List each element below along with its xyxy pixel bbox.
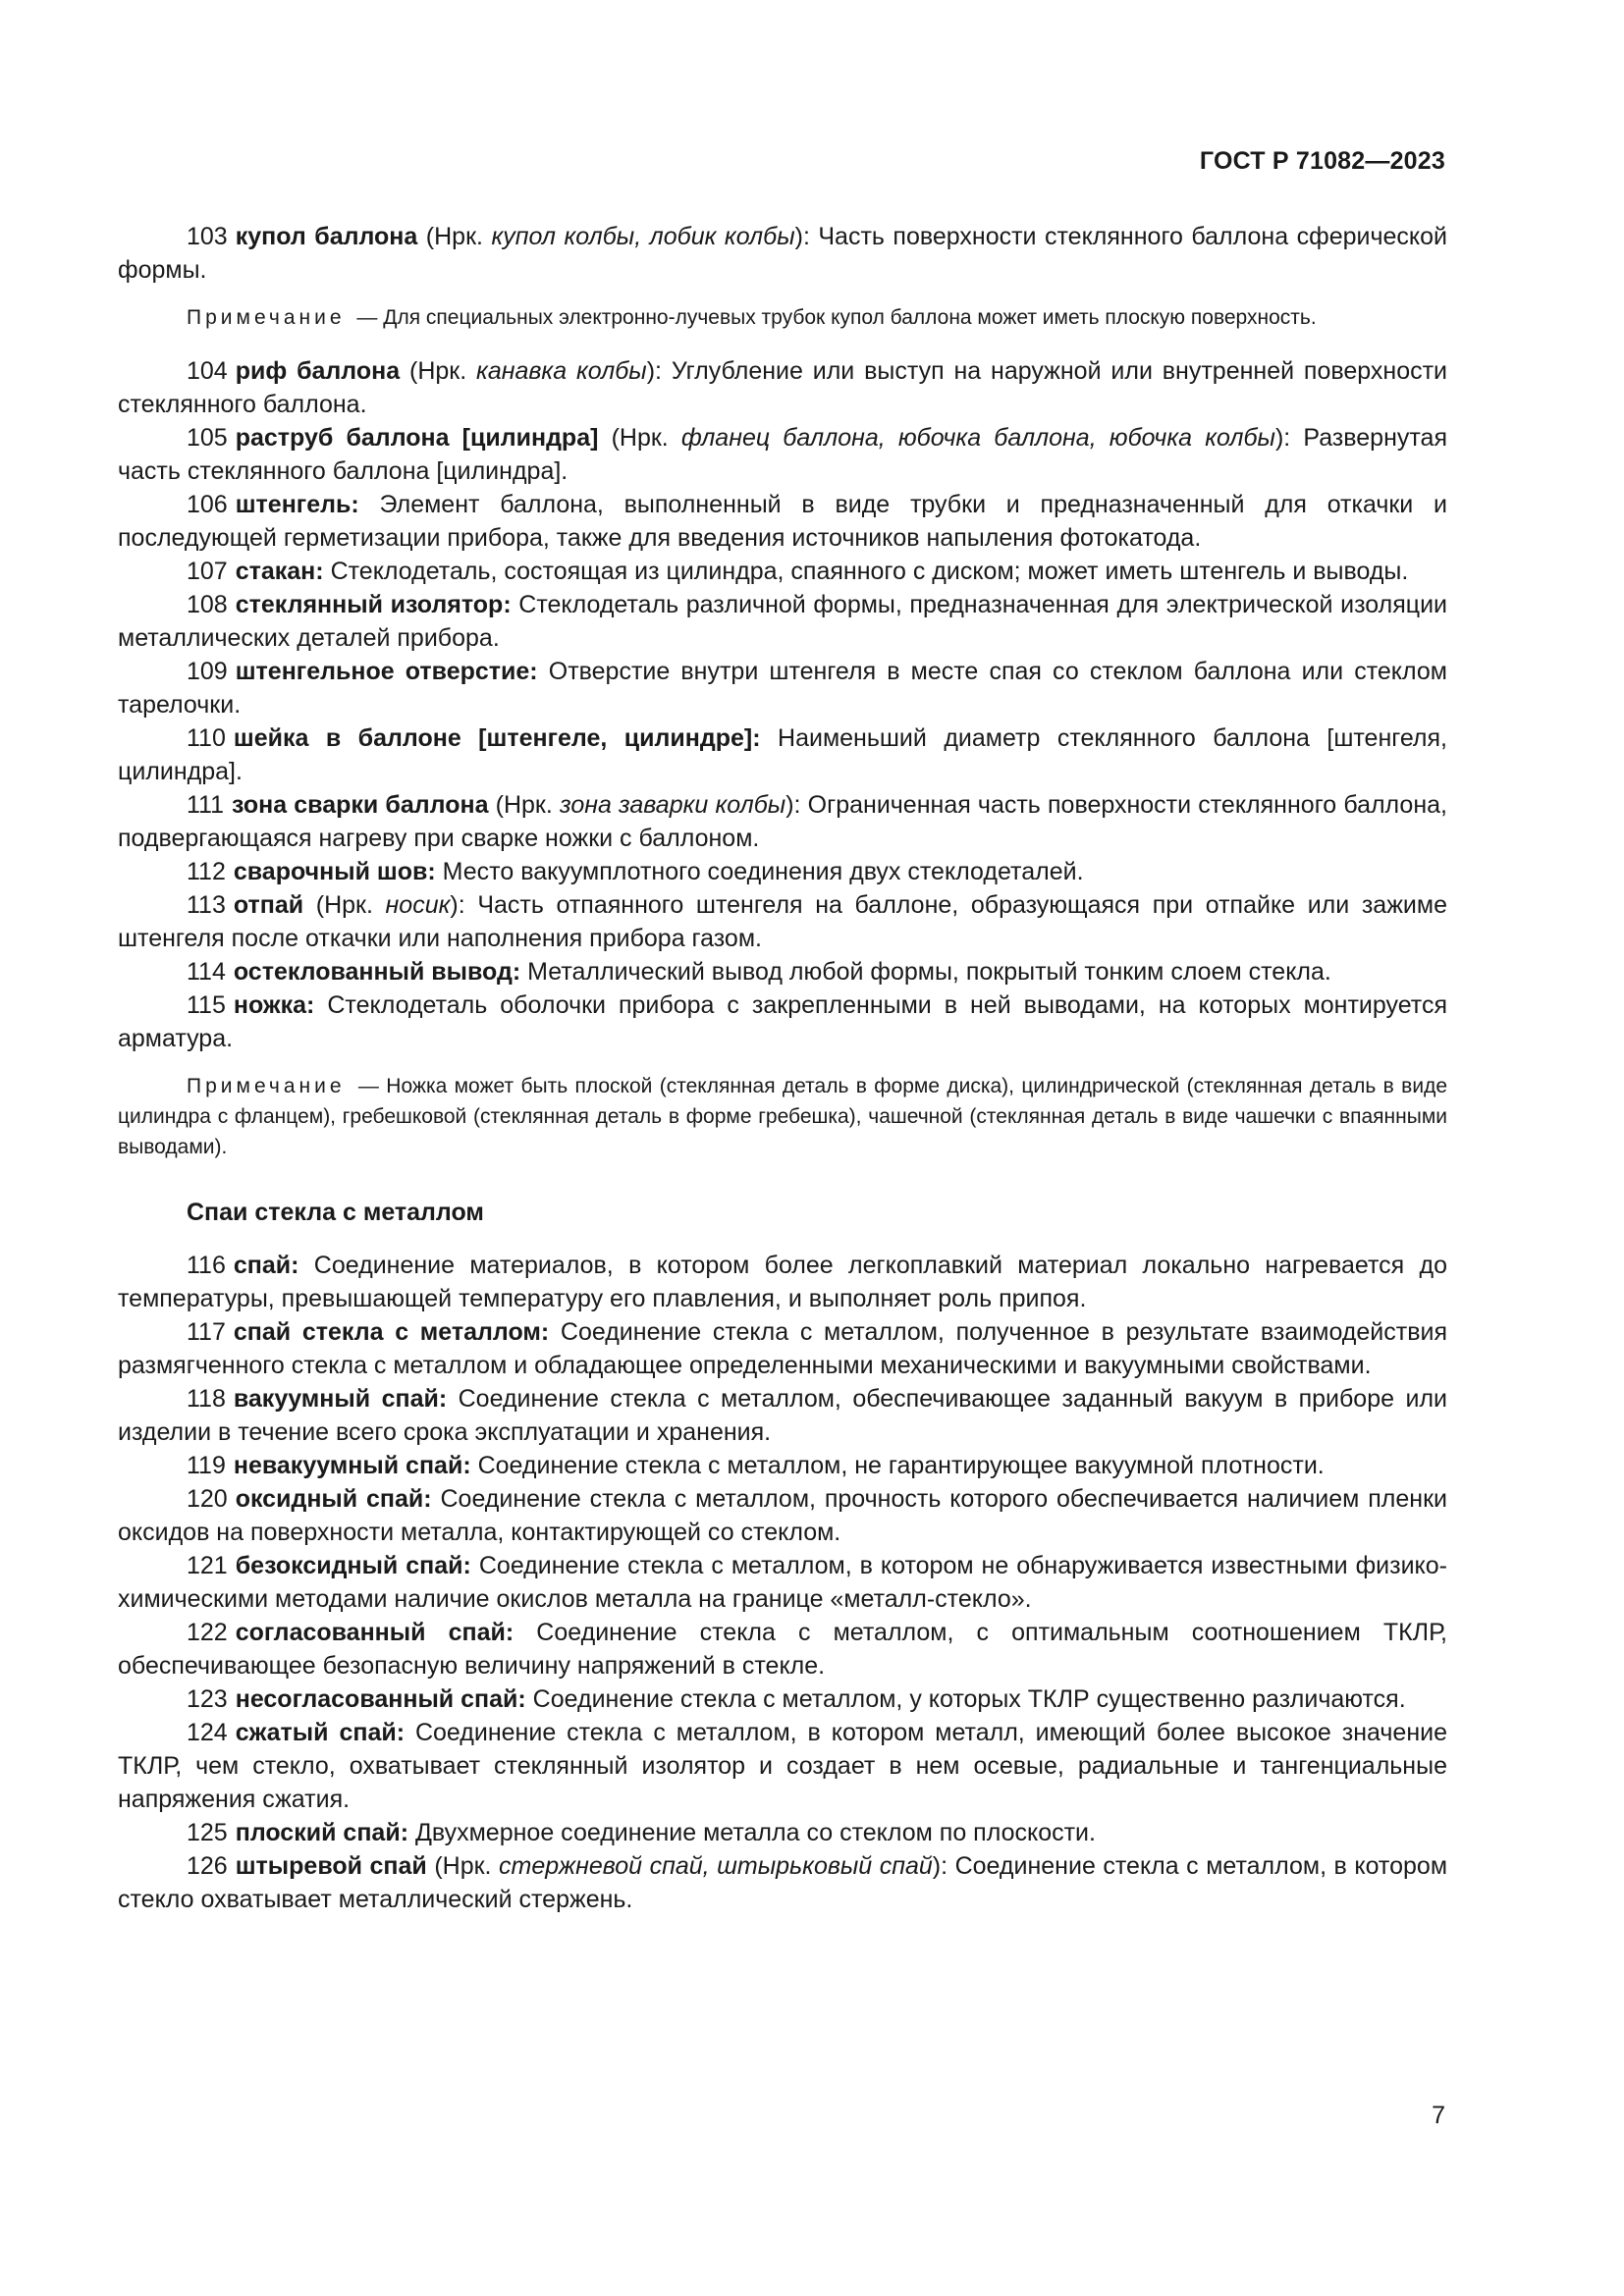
term-number: 111: [187, 791, 225, 819]
term-entry: [118, 1315, 1447, 1382]
term-definition: Соединение стекла с металлом, полученное в результате взаимодействия размягченного стекла с металлом и обладающее определенными механическими и вакуумными свойствами.: [118, 1318, 1447, 1379]
term-nonrecommended-prefix: (Нрк.: [303, 891, 386, 919]
term-name: невакуумный спай:: [233, 1452, 471, 1479]
term-name: штыревой спай: [235, 1852, 427, 1880]
entries-group-b: [118, 354, 1447, 1055]
term-name: штенгельное отверстие:: [235, 658, 538, 685]
term-name: спай:: [233, 1252, 299, 1279]
note-2-dash: —: [357, 1075, 379, 1097]
term-nonrecommended: фланец баллона, юбочка баллона, юбочка колбы: [680, 424, 1275, 452]
term-nonrecommended: стержневой спай, штырьковый спай: [499, 1852, 933, 1880]
term-definition: Соединение стекла с металлом, обеспечивающее заданный вакуум в приборе или изделии в течение всего срока эксплуатации и хранения.: [118, 1385, 1447, 1446]
term-number: 116: [187, 1252, 226, 1279]
term-name: сварочный шов:: [233, 858, 436, 885]
term-number: 114: [187, 958, 226, 986]
term-entry: [118, 555, 1447, 588]
term-nonrecommended-prefix: (Нрк.: [426, 1852, 500, 1880]
term-definition: Соединение стекла с металлом, у которых ТКЛР существенно различаются.: [525, 1685, 1406, 1713]
term-number: 119: [187, 1452, 226, 1479]
term-entry: [118, 788, 1447, 855]
term-name: безоксидный спай:: [235, 1552, 471, 1579]
term-entry: [118, 721, 1447, 788]
term-definition: ): Часть поверхности стеклянного баллона сферической формы.: [118, 223, 1447, 284]
term-entry: [118, 1382, 1447, 1449]
term-definition: Стеклодеталь различной формы, предназначенная для электрической изоляции металлических деталей прибора.: [118, 591, 1447, 652]
note-2-label: Примечание: [187, 1075, 346, 1097]
term-entry: [118, 354, 1447, 421]
term-definition: Соединение стекла с металлом, не гарантирующее вакуумной плотности.: [470, 1452, 1325, 1479]
term-number: 125: [187, 1819, 228, 1846]
term-number: 112: [187, 858, 226, 885]
term-nonrecommended-prefix: (Нрк.: [488, 791, 560, 819]
term-number: 122: [187, 1619, 228, 1646]
term-number: 121: [187, 1552, 228, 1579]
term-number: 104: [187, 357, 228, 385]
term-entry: [118, 1682, 1447, 1716]
term-entry: [118, 955, 1447, 988]
note-1-label: Примечание: [187, 306, 346, 329]
term-nonrecommended: канавка колбы: [476, 357, 647, 385]
term-definition: ): Ограниченная часть поверхности стеклянного баллона, подвергающаяся нагреву при сварке ножки с баллоном.: [118, 791, 1447, 852]
term-definition: ): Часть отпаянного штенгеля на баллоне, образующаяся при отпайке или зажиме штенгеля после откачки или наполнения прибора газом.: [118, 891, 1447, 952]
term-name: плоский спай:: [235, 1819, 409, 1846]
term-definition: Элемент баллона, выполненный в виде трубки и предназначенный для откачки и последующей герметизации прибора, также для введения источников напыления фотокатода.: [118, 491, 1447, 552]
term-nonrecommended-prefix: (Нрк.: [400, 357, 477, 385]
term-name: купол баллона: [235, 223, 418, 250]
term-number: 107: [187, 558, 228, 585]
term-definition: Двухмерное соединение металла со стеклом по плоскости.: [408, 1819, 1096, 1846]
term-number: 123: [187, 1685, 228, 1713]
term-entry: [118, 220, 1447, 287]
term-number: 120: [187, 1485, 228, 1513]
term-definition: Место вакуумплотного соединения двух стеклодеталей.: [435, 858, 1084, 885]
term-definition: Отверстие внутри штенгеля в месте спая со стеклом баллона или стеклом тарелочки.: [118, 658, 1447, 719]
note-1-dash: —: [356, 306, 378, 329]
term-name: шейка в баллоне [штенгеле, цилиндре]:: [233, 724, 761, 752]
term-name: спай стекла с металлом:: [233, 1318, 550, 1346]
note-1: [118, 302, 1447, 333]
term-name: сжатый спай:: [235, 1719, 406, 1746]
term-name: остеклованный вывод:: [233, 958, 521, 986]
term-number: 109: [187, 658, 228, 685]
term-number: 103: [187, 223, 228, 250]
term-number: 115: [187, 991, 226, 1019]
term-number: 110: [187, 724, 226, 752]
term-entry: [118, 1449, 1447, 1482]
term-name: риф баллона: [235, 357, 401, 385]
term-entry: [118, 1482, 1447, 1549]
term-definition: Соединение стекла с металлом, в котором не обнаруживается известными физико-химическими методами наличие окислов металла на границе «металл-стекло».: [118, 1552, 1447, 1613]
entries-group-a: [118, 220, 1447, 287]
term-entry: [118, 888, 1447, 955]
term-nonrecommended: носик: [385, 891, 451, 919]
term-nonrecommended-prefix: (Нрк.: [598, 424, 681, 452]
term-definition: Стеклодеталь, состоящая из цилиндра, спаянного с диском; может иметь штенгель и выводы.: [323, 558, 1409, 585]
term-name: отпай: [233, 891, 304, 919]
term-number: 113: [187, 891, 226, 919]
term-nonrecommended: купол колбы, лобик колбы: [491, 223, 795, 250]
note-1-text: Для специальных электронно-лучевых трубок купол баллона может иметь плоскую поверхность.: [383, 306, 1317, 329]
term-number: 118: [187, 1385, 226, 1413]
term-entry: [118, 1616, 1447, 1682]
term-entry: [118, 855, 1447, 888]
term-entry: [118, 655, 1447, 721]
section-heading: Спаи стекла с металлом: [187, 1199, 484, 1226]
term-entry: [118, 421, 1447, 488]
entries-group-c: [118, 1249, 1447, 1916]
term-definition: Стеклодеталь оболочки прибора с закрепленными в ней выводами, на которых монтируется арматура.: [118, 991, 1447, 1052]
term-definition: Соединение стекла с металлом, с оптимальным соотношением ТКЛР, обеспечивающее безопасную величину напряжений в стекле.: [118, 1619, 1447, 1680]
term-name: раструб баллона [цилиндра]: [235, 424, 599, 452]
term-name: стакан:: [235, 558, 324, 585]
term-entry: [118, 1716, 1447, 1816]
term-entry: [118, 1249, 1447, 1315]
term-number: 106: [187, 491, 228, 518]
term-definition: ): Развернутая часть стеклянного баллона [цилиндра].: [118, 424, 1447, 485]
term-name: согласованный спай:: [235, 1619, 514, 1646]
term-number: 105: [187, 424, 228, 452]
page-number: 7: [1432, 2102, 1445, 2129]
term-number: 124: [187, 1719, 228, 1746]
term-definition: Наименьший диаметр стеклянного баллона [штенгеля, цилиндра].: [118, 724, 1447, 785]
term-entry: [118, 988, 1447, 1055]
term-nonrecommended-prefix: (Нрк.: [417, 223, 492, 250]
term-definition: Металлический вывод любой формы, покрытый тонким слоем стекла.: [520, 958, 1331, 986]
term-definition: Соединение материалов, в котором более легкоплавкий материал локально нагревается до температуры, превышающей температуру его плавления, и выполняет роль припоя.: [118, 1252, 1447, 1312]
term-nonrecommended: зона заварки колбы: [559, 791, 786, 819]
term-entry: [118, 1816, 1447, 1849]
term-name: вакуумный спай:: [233, 1385, 448, 1413]
page-header-standard-number: ГОСТ Р 71082—2023: [1199, 147, 1445, 175]
term-definition: Соединение стекла с металлом, прочность которого обеспечивается наличием пленки оксидов на поверхности металла, контактирующей со стеклом.: [118, 1485, 1447, 1546]
term-name: несогласованный спай:: [235, 1685, 526, 1713]
document-body: [118, 220, 1447, 1916]
term-entry: [118, 588, 1447, 655]
term-name: зона сварки баллона: [232, 791, 489, 819]
note-2: [118, 1071, 1447, 1162]
term-definition: Соединение стекла с металлом, в котором металл, имеющий более высокое значение ТКЛР, чем стекло, охватывает стеклянный изолятор и создает в нем осевые, радиальные и тангенциальные напряжения сжатия.: [118, 1719, 1447, 1813]
term-name: ножка:: [233, 991, 315, 1019]
term-number: 126: [187, 1852, 228, 1880]
term-name: оксидный спай:: [235, 1485, 432, 1513]
term-definition: ): Углубление или выступ на наружной или внутренней поверхности стеклянного баллона.: [118, 357, 1448, 418]
term-name: штенгель:: [235, 491, 359, 518]
term-name: стеклянный изолятор:: [235, 591, 512, 618]
term-entry: [118, 488, 1447, 555]
term-number: 108: [187, 591, 228, 618]
term-entry: [118, 1849, 1447, 1916]
term-number: 117: [187, 1318, 226, 1346]
note-2-text: Ножка может быть плоской (стеклянная деталь в форме диска), цилиндрической (стеклянная деталь в виде цилиндра с фланцем), гребешковой (стеклянная деталь в форме гребешка), чашечной (стеклянная деталь в виде чашечки с впаянными выводами).: [118, 1075, 1448, 1158]
term-entry: [118, 1549, 1447, 1616]
term-definition: ): Соединение стекла с металлом, в котором стекло охватывает металлический стержень.: [118, 1852, 1448, 1913]
